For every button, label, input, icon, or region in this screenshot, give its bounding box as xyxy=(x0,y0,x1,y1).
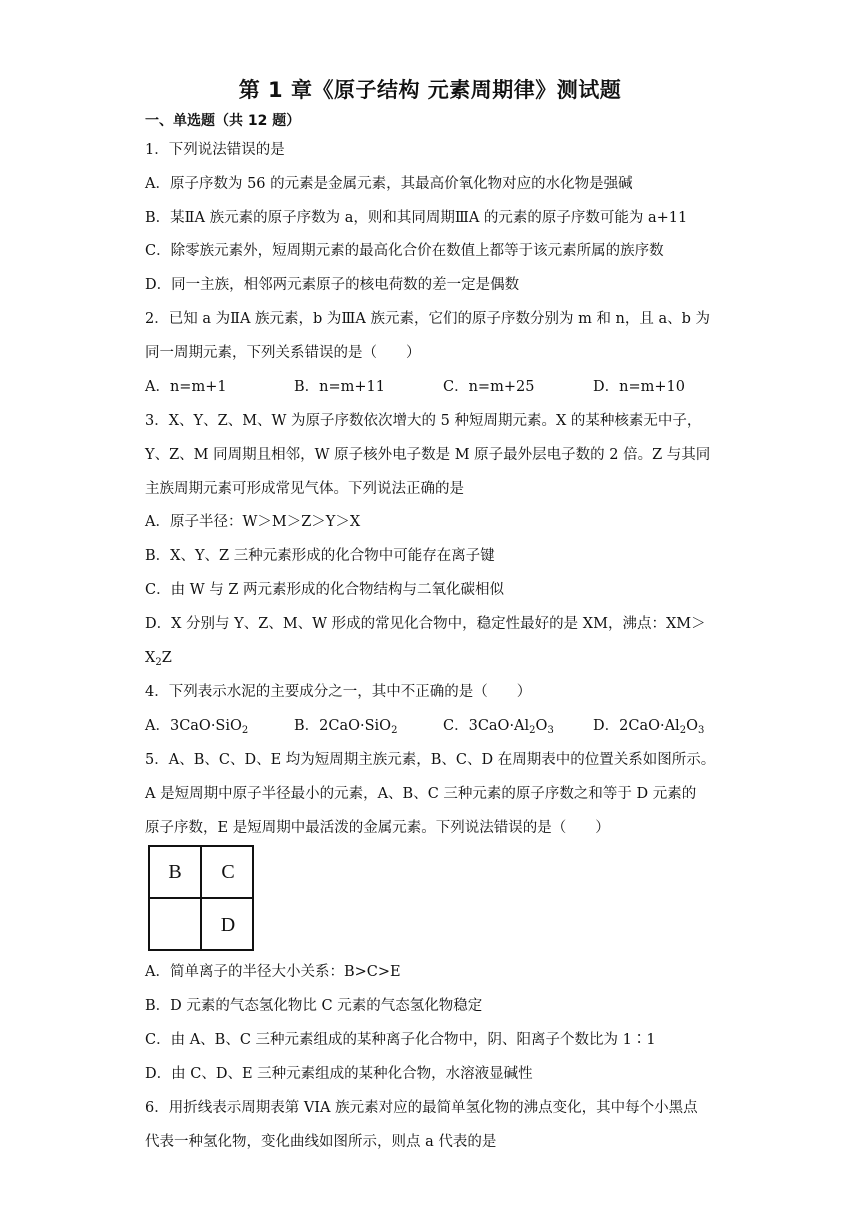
grid-cell-b: B xyxy=(150,847,202,899)
q2-option-c: C．n=m+25 xyxy=(443,379,535,395)
q5-option-a: A．简单离子的半径大小关系：B>C>E xyxy=(145,964,401,980)
q2-stem-line1: 2．已知 a 为ⅡA 族元素，b 为ⅢA 族元素，它们的原子序数分别为 m 和 n，且 a、b 为 xyxy=(145,311,711,327)
grid-cell-c: C xyxy=(202,847,254,899)
q5-option-c: C．由 A、B、C 三种元素组成的某种离子化合物中，阴、阳离子个数比为 1∶1 xyxy=(145,1032,656,1048)
q1-stem: 1．下列说法错误的是 xyxy=(145,142,285,158)
q3-stem-line3: 主族周期元素可形成常见气体。下列说法正确的是 xyxy=(145,481,464,497)
q3-option-b: B．X、Y、Z 三种元素形成的化合物中可能存在离子键 xyxy=(145,548,495,564)
q2-option-b: B．n=m+11 xyxy=(294,379,385,395)
q2-option-a: A．n=m+1 xyxy=(145,379,227,395)
grid-cell-d: D xyxy=(220,913,236,936)
section-heading: 一、单选题（共 12 题） xyxy=(145,113,301,129)
q3-option-d-line1: D．X 分别与 Y、Z、M、W 形成的常见化合物中，稳定性最好的是 XM，沸点：XM＞ xyxy=(145,616,706,632)
q5-stem-line1: 5．A、B、C、D、E 均为短周期主族元素，B、C、D 在周期表中的位置关系如图所示。 xyxy=(145,752,716,768)
page-title: 第 1 章《原子结构 元素周期律》测试题 xyxy=(238,78,622,102)
q4-option-d: D．$2CaO\cdot Al_2O_3$ xyxy=(593,718,705,736)
q3-stem-line2: Y、Z、M 同周期且相邻，W 原子核外电子数是 M 原子最外层电子数的 2 倍。Z 与其同 xyxy=(145,447,711,463)
q2-stem-line2: 同一周期元素，下列关系错误的是（ ） xyxy=(145,345,421,361)
q2-option-d: D．n=m+10 xyxy=(593,379,685,395)
q5-option-b: B．D 元素的气态氢化物比 C 元素的气态氢化物稳定 xyxy=(145,998,483,1014)
periodic-table-fragment xyxy=(148,845,254,951)
q4-option-a: A．3CaO·SiO$_2$ xyxy=(145,718,249,736)
q1-option-d: D．同一主族，相邻两元素原子的核电荷数的差一定是偶数 xyxy=(145,277,520,293)
q3-option-a: A．原子半径：W＞M＞Z＞Y＞X xyxy=(145,514,361,530)
q3-stem-line1: 3．X、Y、Z、M、W 为原子序数依次增大的 5 种短周期元素。X 的某种核素无中子， xyxy=(145,413,702,429)
q4-option-b: B．2CaO·SiO$_2$ xyxy=(294,718,398,736)
q4-option-c: C．$3CaO\cdot Al_2O_3$ xyxy=(443,718,554,736)
q4-stem: 4．下列表示水泥的主要成分之一，其中不正确的是（ ） xyxy=(145,684,532,700)
q3-option-c: C．由 W 与 Z 两元素形成的化合物结构与二氧化碳相似 xyxy=(145,582,505,598)
q1-option-b: B．某ⅡA 族元素的原子序数为 a，则和其同周期ⅢA 的元素的原子序数可能为 a+11 xyxy=(145,210,688,226)
q5-stem-line2: A 是短周期中原子半径最小的元素，A、B、C 三种元素的原子序数之和等于 D 元素的 xyxy=(145,786,697,802)
q1-option-a: A．原子序数为 56 的元素是金属元素，其最高价氧化物对应的水化物是强碱 xyxy=(145,176,633,192)
q6-stem-line1: 6．用折线表示周期表第 VIA 族元素对应的最简单氢化物的沸点变化，其中每个小黑点 xyxy=(145,1100,698,1116)
q5-stem-line3: 原子序数，E 是短周期中最活泼的金属元素。下列说法错误的是（ ） xyxy=(145,820,610,836)
q5-option-d: D．由 C、D、E 三种元素组成的某种化合物，水溶液显碱性 xyxy=(145,1066,533,1082)
q1-option-c: C．除零族元素外，短周期元素的最高化合价在数值上都等于该元素所属的族序数 xyxy=(145,243,664,259)
q6-stem-line2: 代表一种氢化物，变化曲线如图所示，则点 a 代表的是 xyxy=(145,1134,497,1150)
q3-option-d-line2: $X_2Z$ xyxy=(145,650,172,668)
grid-cell-empty xyxy=(150,899,202,951)
